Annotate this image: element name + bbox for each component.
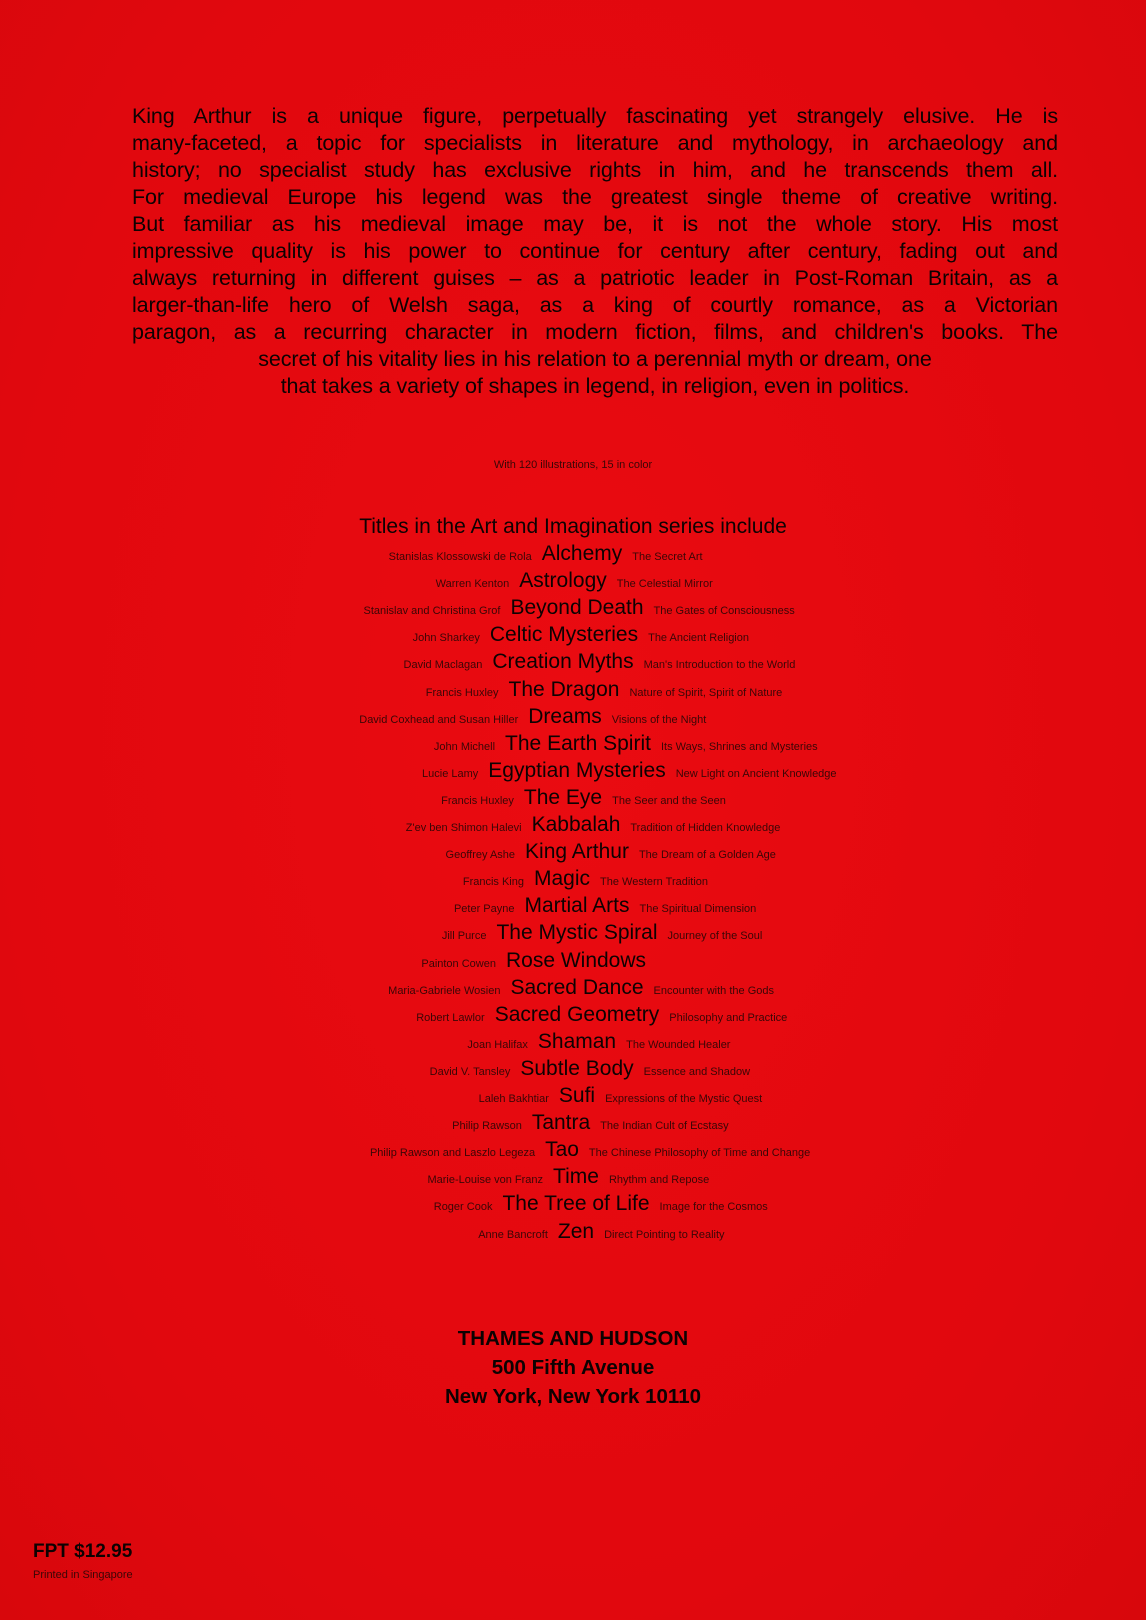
price-label: FPT $12.95 <box>33 1541 133 1562</box>
series-author: Philip Rawson <box>452 1120 522 1133</box>
blurb-line: always returning in different guises – as a patriotic leader in Post-Roman Britain, as a <box>132 266 1058 290</box>
series-title: The Earth Spirit <box>505 731 651 755</box>
series-row <box>421 949 656 976</box>
illustrations-note: With 120 illustrations, 15 in color <box>493 459 653 471</box>
blurb-line: impressive quality is his power to continue for century after century, fading out and <box>132 239 1058 263</box>
series-subtitle: Image for the Cosmos <box>659 1201 768 1214</box>
blurb-line: larger-than-life hero of Welsh saga, as a king of courtly romance, as a Victorian <box>132 293 1058 317</box>
series-title: Martial Arts <box>524 894 630 918</box>
blurb-closing-line: secret of his vitality lies in his relation to a perennial myth or dream, one <box>258 347 932 371</box>
series-row <box>436 569 713 596</box>
blurb-line: history; no specialist study has exclusive rights in him, and he transcends them all. <box>132 158 1058 182</box>
series-title: Sacred Dance <box>510 975 644 999</box>
series-author: David V. Tansley <box>429 1065 511 1078</box>
series-row <box>370 1138 810 1165</box>
series-subtitle: Nature of Spirit, Spirit of Nature <box>629 686 783 699</box>
series-author: Maria-Gabriele Wosien <box>388 984 501 997</box>
series-title: Magic <box>533 867 591 891</box>
series-row <box>389 542 703 569</box>
series-row <box>454 894 756 921</box>
series-row <box>478 1220 724 1247</box>
series-subtitle: Expressions of the Mystic Quest <box>605 1093 763 1105</box>
blurb-line: But familiar as his medieval image may be, it is not the whole story. His most <box>132 212 1058 236</box>
series-subtitle: The Chinese Philosophy of Time and Change <box>588 1147 811 1160</box>
series-title: Zen <box>557 1219 595 1243</box>
series-author: Stanislav and Christina Grof <box>363 605 501 618</box>
series-author: Joan Halifax <box>467 1038 528 1051</box>
series-title: The Tree of Life <box>502 1192 650 1216</box>
series-row <box>452 1111 728 1138</box>
series-title: Subtle Body <box>520 1056 634 1080</box>
series-author: Peter Payne <box>453 903 515 916</box>
series-author: Francis King <box>462 876 524 889</box>
series-row <box>404 650 796 677</box>
series-author: John Michell <box>433 740 496 753</box>
series-title: The Dragon <box>508 677 620 701</box>
series-author: Roger Cook <box>433 1201 493 1214</box>
series-subtitle: Visions of the Night <box>611 713 707 726</box>
series-author: Francis Huxley <box>425 686 499 699</box>
publisher-block <box>0 1324 1146 1411</box>
blurb-line: paragon, as a recurring character in modern fiction, films, and children's books. The <box>132 320 1058 344</box>
series-row <box>441 786 726 813</box>
series-title: Dreams <box>528 704 602 728</box>
series-subtitle: Journey of the Soul <box>667 930 763 943</box>
series-heading: Titles in the Art and Imagination series include <box>359 515 787 538</box>
series-row <box>434 732 818 759</box>
series-author: Painton Cowen <box>421 957 496 970</box>
series-subtitle: The Seer and the Seen <box>612 794 726 807</box>
series-row <box>427 1165 709 1192</box>
series-row <box>430 1057 750 1084</box>
series-author: David Coxhead and Susan Hiller <box>359 713 519 726</box>
publisher-name: THAMES AND HUDSON <box>457 1327 689 1350</box>
series-row <box>463 867 708 894</box>
series-title: Sufi <box>558 1084 596 1107</box>
series-subtitle: The Western Tradition <box>600 876 709 889</box>
series-author: Jill Purce <box>441 930 487 943</box>
series-row <box>406 813 781 840</box>
series-row <box>426 678 783 705</box>
series-author: David Maclagan <box>403 659 483 672</box>
series-subtitle: The Secret Art <box>632 551 703 563</box>
series-title: Kabbalah <box>531 813 621 836</box>
series-title: Egyptian Mysteries <box>488 758 666 782</box>
series-title: King Arthur <box>525 840 629 864</box>
series-subtitle: The Celestial Mirror <box>616 578 713 591</box>
series-title: Astrology <box>519 569 607 593</box>
series-row <box>422 759 837 786</box>
series-subtitle: The Wounded Healer <box>626 1038 731 1051</box>
series-author: Geoffrey Ashe <box>445 849 516 862</box>
series-title: Beyond Death <box>510 596 644 620</box>
series-subtitle: The Indian Cult of Ecstasy <box>600 1120 729 1133</box>
series-row <box>479 1084 763 1111</box>
series-author: John Sharkey <box>412 632 480 645</box>
series-subtitle: Man's Introduction to the World <box>643 659 796 672</box>
series-title: The Eye <box>523 785 603 809</box>
series-author: Francis Huxley <box>441 794 514 807</box>
series-title: Alchemy <box>541 542 623 565</box>
series-author: Robert Lawlor <box>416 1011 485 1024</box>
series-author: Philip Rawson and Laszlo Legeza <box>369 1147 536 1160</box>
series-row <box>413 623 749 650</box>
series-author: Lucie Lamy <box>422 767 479 780</box>
series-row <box>434 1192 768 1219</box>
series-subtitle: Tradition of Hidden Knowledge <box>630 822 781 834</box>
blurb-line: King Arthur is a unique figure, perpetually fascinating yet strangely elusive. He is <box>132 104 1058 128</box>
series-row <box>359 705 706 732</box>
series-subtitle: Philosophy and Practice <box>669 1011 788 1024</box>
series-author: Z'ev ben Shimon Halevi <box>405 822 522 834</box>
series-row <box>442 921 762 948</box>
series-title: Sacred Geometry <box>494 1002 660 1026</box>
blurb-paragraph <box>132 103 1058 400</box>
publisher-street: 500 Fifth Avenue <box>491 1356 655 1379</box>
series-title: Shaman <box>537 1029 617 1053</box>
series-subtitle: The Dream of a Golden Age <box>638 849 776 862</box>
series-subtitle: The Ancient Religion <box>648 632 749 645</box>
blurb-line: many-faceted, a topic for specialists in literature and mythology, in archaeology and <box>132 131 1058 155</box>
series-author: Laleh Bakhtiar <box>478 1093 549 1105</box>
series-subtitle: New Light on Ancient Knowledge <box>675 767 837 780</box>
series-row <box>467 1030 730 1057</box>
series-subtitle: Direct Pointing to Reality <box>604 1228 725 1241</box>
publisher-city: New York, New York 10110 <box>444 1385 702 1408</box>
series-title: Creation Myths <box>492 650 634 674</box>
series-subtitle: Encounter with the Gods <box>653 984 774 997</box>
series-author: Warren Kenton <box>435 578 510 591</box>
series-title: Tao <box>545 1138 579 1162</box>
series-subtitle: Essence and Shadow <box>643 1065 751 1078</box>
series-subtitle: Its Ways, Shrines and Mysteries <box>660 740 818 753</box>
series-subtitle: The Gates of Consciousness <box>653 605 795 618</box>
series-title: Celtic Mysteries <box>489 623 639 647</box>
series-author: Anne Bancroft <box>478 1228 548 1241</box>
series-title: Tantra <box>531 1111 591 1135</box>
series-title: Rose Windows <box>505 948 647 972</box>
series-row <box>446 840 776 867</box>
series-row <box>416 1003 787 1030</box>
blurb-line: For medieval Europe his legend was the greatest single theme of creative writing. <box>132 185 1058 209</box>
series-subtitle: The Spiritual Dimension <box>639 903 757 916</box>
series-author: Stanislas Klossowski de Rola <box>388 551 532 563</box>
series-subtitle: Rhythm and Repose <box>608 1174 710 1187</box>
series-title: The Mystic Spiral <box>496 921 658 945</box>
series-author: Marie-Louise von Franz <box>427 1174 544 1187</box>
blurb-closing-line: that takes a variety of shapes in legend, in religion, even in politics. <box>280 374 910 398</box>
printed-in-label: Printed in Singapore <box>33 1569 133 1581</box>
series-title: Time <box>553 1165 599 1189</box>
series-row <box>363 596 794 623</box>
series-row <box>388 976 774 1003</box>
